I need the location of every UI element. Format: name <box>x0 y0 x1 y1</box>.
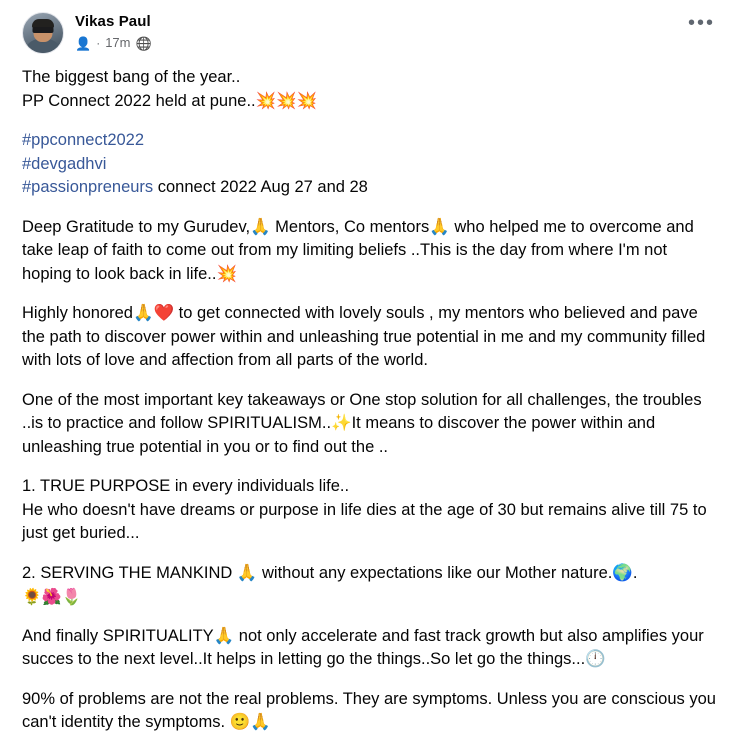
paragraph-intro <box>22 66 717 113</box>
post-options-button[interactable]: ••• <box>687 12 715 34</box>
avatar[interactable] <box>22 12 64 54</box>
avatar-glasses <box>33 27 54 33</box>
post-line <box>22 153 717 177</box>
author-name[interactable]: Vikas Paul <box>75 13 151 30</box>
paragraph-point-2 <box>22 562 717 609</box>
paragraph-problems: 90% of problems are not the real problems. They are symptoms. Unless you are conscious you can't identity the symptoms. 🙂🙏 <box>22 689 716 731</box>
post-body <box>22 60 717 735</box>
paragraph-hashtags <box>22 129 717 200</box>
paragraph-spirituality: And finally SPIRITUALITY🙏 not only accelerate and fast track growth but also amplifies your succes to the next level..It helps in letting go the things..So let go the things...🕛 <box>22 626 704 668</box>
post-line: The biggest bang of the year.. <box>22 68 241 86</box>
hashtag-passionpreneurs[interactable]: #passionpreneurs <box>22 178 154 196</box>
friends-icon: 👤 <box>75 35 92 51</box>
hashtag-ppconnect2022[interactable]: #ppconnect2022 <box>22 131 145 149</box>
hashtag-trailing-text: connect 2022 Aug 27 and 28 <box>153 178 368 196</box>
post-meta <box>75 35 678 51</box>
post-line: PP Connect 2022 held at pune..💥💥💥 <box>22 91 318 110</box>
paragraph-honored: Highly honored🙏❤️ to get connected with lovely souls , my mentors who believed and pave the path to discover power within and unleashing true potential in me and my community filled with lots of love and affection from all parts of the world. <box>22 304 706 369</box>
post-line <box>22 129 717 153</box>
post-line: He who doesn't have dreams or purpose in life dies at the age of 30 but remains alive till 75 to just get buried... <box>22 500 707 542</box>
meta-separator: · <box>96 36 101 50</box>
flower-emoji-line: 🌻🌺🌷 <box>22 587 82 606</box>
post-timestamp[interactable]: 17m <box>105 35 131 50</box>
paragraph-point-1 <box>22 475 717 546</box>
hashtag-devgadhvi[interactable]: #devgadhvi <box>22 154 107 173</box>
paragraph-gratitude: Deep Gratitude to my Gurudev,🙏 Mentors, Co mentors🙏 who helped me to overcome and take leap of faith to come out from my limiting beliefs ..This is the day from where I'm not hoping to look back in life..💥 <box>22 217 694 283</box>
post-line <box>22 176 717 200</box>
post-header <box>22 10 717 60</box>
post-line: 2. SERVING THE MANKIND 🙏 without any expectations like our Mother nature.🌍. <box>22 563 638 582</box>
post-header-text <box>75 12 678 51</box>
globe-icon[interactable]: 🌐 <box>135 35 152 51</box>
paragraph-takeaways: One of the most important key takeaways or One stop solution for all challenges, the troubles ..is to practice and follow SPIRITUALISM..✨It means to discover the power within and unleashing true potential in you or to find out the .. <box>22 390 702 456</box>
post-line: 1. TRUE PURPOSE in every individuals life.. <box>22 477 350 495</box>
